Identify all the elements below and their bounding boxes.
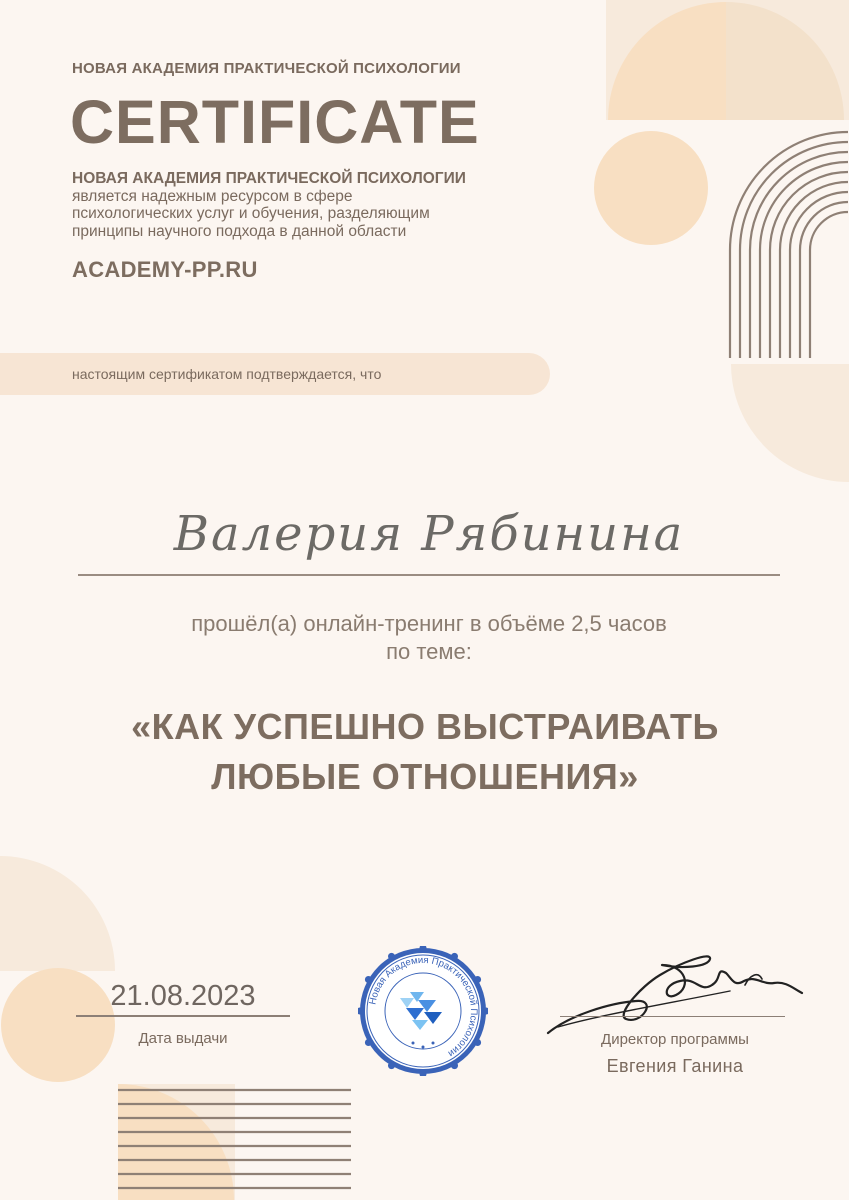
certificate-title: CERTIFICATE [70, 88, 480, 156]
bottom-left-quarter [0, 856, 115, 971]
website-label: ACADEMY-PP.RU [72, 257, 258, 282]
issue-date: 21.08.2023 [110, 980, 256, 1012]
academy-description [72, 170, 512, 240]
seal-ring-text: Новая Академия Практической Психологии [367, 954, 480, 1059]
issue-date-label: Дата выдачи [138, 1030, 228, 1047]
academy-name-heading: НОВАЯ АКАДЕМИЯ ПРАКТИЧЕСКОЙ ПСИХОЛОГИИ [72, 60, 461, 77]
director-title: Директор программы [601, 1031, 749, 1048]
signature-underline [560, 1016, 785, 1017]
confirmation-text: настоящим сертификатом подтверждается, что [72, 366, 382, 382]
topic-line: «КАК УСПЕШНО ВЫСТРАИВАТЬ [131, 706, 719, 747]
right-quarter-shape [731, 364, 849, 482]
description-lead: НОВАЯ АКАДЕМИЯ ПРАКТИЧЕСКОЙ ПСИХОЛОГИИ [72, 170, 466, 187]
director-name: Евгения Ганина [606, 1056, 744, 1076]
completion-line: по теме: [386, 639, 472, 664]
description-line: психологических услуг и обучения, разделяющим [72, 205, 430, 222]
description-line: является надежным ресурсом в сфере [72, 187, 353, 205]
circle-shape [594, 131, 708, 245]
completion-line: прошёл(а) онлайн-тренинг в объёме 2,5 часов [191, 611, 667, 636]
academy-seal [358, 946, 488, 1076]
course-topic [40, 702, 810, 802]
description-line: принципы научного подхода в данной области [72, 222, 407, 240]
completion-text [78, 610, 780, 666]
issue-date-underline [76, 1015, 290, 1017]
topic-line: ЛЮБЫЕ ОТНОШЕНИЯ» [211, 756, 639, 797]
recipient-name: Валерия Рябинина [173, 506, 685, 562]
recipient-underline [78, 574, 780, 576]
director-signature [540, 945, 810, 1040]
arch-stripes [730, 132, 848, 358]
